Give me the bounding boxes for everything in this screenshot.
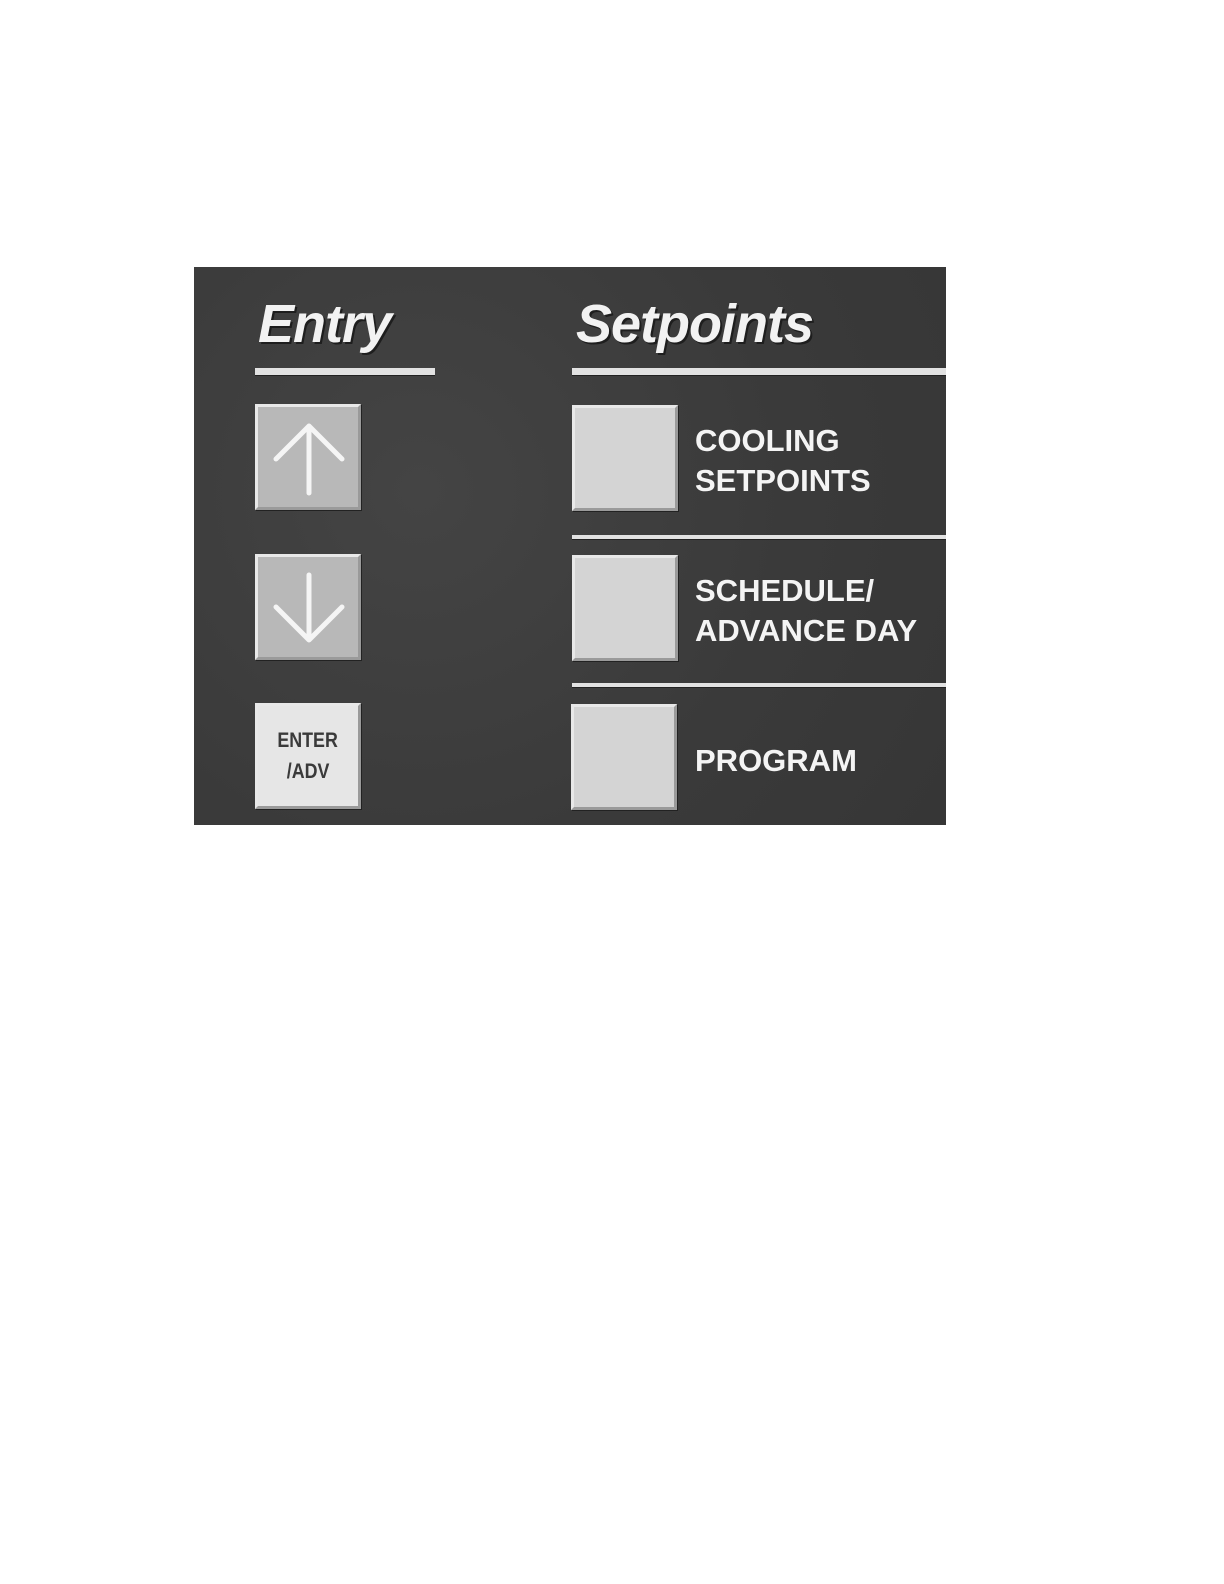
enter-advance-button[interactable]	[255, 703, 361, 809]
schedule-label-line2: ADVANCE DAY	[695, 613, 918, 648]
cooling-setpoints-label	[695, 421, 871, 501]
setpoints-separator-1	[572, 535, 946, 539]
up-arrow-icon	[258, 407, 358, 507]
thermostat-control-panel	[194, 267, 946, 825]
down-arrow-button[interactable]	[255, 554, 361, 660]
entry-divider	[255, 368, 435, 375]
cooling-setpoints-label-line1: COOLING	[695, 423, 840, 458]
setpoints-heading: Setpoints	[576, 294, 814, 354]
program-label	[695, 741, 857, 781]
enter-label-line1: ENTER	[277, 728, 339, 752]
program-label-line1: PROGRAM	[695, 743, 857, 778]
schedule-advance-day-label	[695, 571, 917, 651]
setpoints-separator-2	[572, 683, 946, 687]
setpoints-divider	[572, 368, 946, 375]
cooling-setpoints-button[interactable]	[572, 405, 678, 511]
schedule-advance-day-button[interactable]	[572, 555, 678, 661]
cooling-setpoints-label-line2: SETPOINTS	[695, 463, 871, 498]
schedule-label-line1: SCHEDULE/	[695, 573, 875, 608]
up-arrow-button[interactable]	[255, 404, 361, 510]
program-button[interactable]	[571, 704, 677, 810]
entry-heading: Entry	[258, 294, 392, 354]
down-arrow-icon	[258, 557, 358, 657]
enter-label-line2: /ADV	[286, 760, 330, 783]
